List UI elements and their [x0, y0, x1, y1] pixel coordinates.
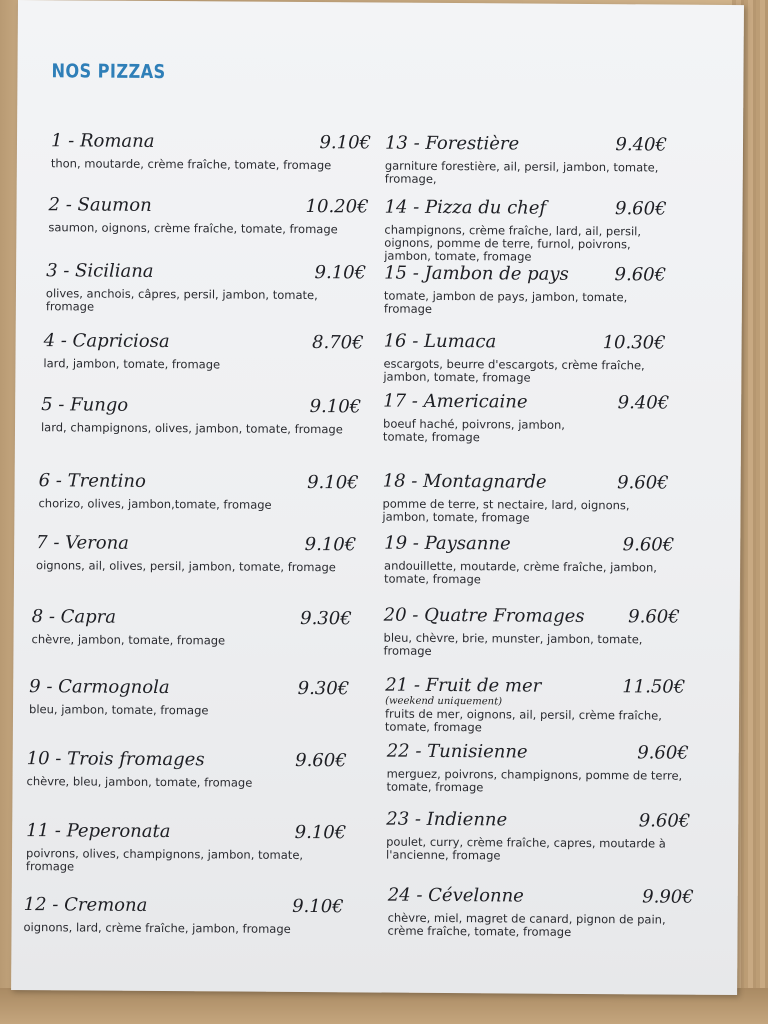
pizza-item-14 — [384, 197, 666, 265]
pizza-price: 9.30€ — [300, 607, 352, 630]
pizza-item-7 — [36, 532, 356, 574]
pizza-price: 9.60€ — [622, 534, 675, 556]
pizza-name: 10 - Trois fromages — [26, 748, 205, 771]
pizza-name: 16 - Lumaca — [383, 330, 497, 353]
pizza-ingredients: chèvre, jambon, tomate, fromage — [31, 632, 226, 648]
pizza-ingredients: chorizo, olives, jambon,tomate, fromage — [38, 496, 272, 512]
pizza-price: 11.50€ — [622, 676, 686, 698]
pizza-price: 9.90€ — [642, 886, 694, 908]
pizza-item-17 — [383, 391, 669, 446]
pizza-name: 24 - Cévelonne — [387, 884, 524, 907]
pizza-price: 8.70€ — [312, 332, 364, 354]
pizza-ingredients: champignons, crème fraîche, lard, ail, persil, oignons, pomme de terre, furnol, poivrons, jambon, tomate, fromage — [384, 222, 642, 264]
pizza-price: 9.60€ — [614, 264, 667, 286]
pizza-ingredients: oignons, ail, olives, persil, jambon, tomate, fromage — [36, 558, 336, 575]
pizza-price: 9.10€ — [319, 132, 372, 154]
pizza-ingredients: bleu, chèvre, brie, munster, jambon, tomate, fromage — [383, 630, 643, 658]
pizza-name: 19 - Paysanne — [384, 532, 511, 555]
pizza-price: 9.10€ — [294, 821, 347, 844]
pizza-ingredients: tomate, jambon de pays, jambon, tomate, fromage — [383, 288, 628, 316]
pizza-price: 9.60€ — [637, 742, 689, 764]
pizza-item-24 — [387, 885, 693, 940]
pizza-price: 9.10€ — [304, 534, 357, 556]
pizza-price: 9.60€ — [628, 606, 680, 628]
pizza-item-4 — [43, 330, 363, 372]
pizza-ingredients: boeuf haché, poivrons, jambon, tomate, fromage — [382, 416, 566, 445]
pizza-ingredients: olives, anchois, câpres, persil, jambon, tomate, fromage — [45, 286, 318, 314]
pizza-availability-note: (weekend uniquement) — [385, 695, 503, 708]
pizza-name: 13 - Forestière — [384, 132, 520, 155]
pizza-price: 9.60€ — [617, 472, 669, 494]
pizza-ingredients: escargots, beurre d'escargots, crème fraîche, jambon, tomate, fromage — [383, 356, 645, 385]
pizza-name: 4 - Capriciosa — [43, 330, 170, 353]
pizza-ingredients: merguez, poivrons, champignons, pomme de terre, tomate, fromage — [386, 766, 683, 795]
pizza-name: 14 - Pizza du chef — [384, 196, 547, 219]
pizza-ingredients: bleu, jambon, tomate, fromage — [29, 702, 209, 718]
pizza-ingredients: garniture forestière, ail, persil, jambon, tomate, fromage, — [384, 158, 659, 186]
pizza-ingredients: saumon, oignons, crème fraîche, tomate, fromage — [48, 220, 338, 237]
pizza-name: 9 - Carmognola — [29, 676, 170, 699]
pizza-name: 3 - Siciliana — [46, 260, 154, 282]
pizza-item-9 — [29, 676, 349, 718]
pizza-ingredients: chèvre, miel, magret de canard, pignon de pain, crème fraîche, tomate, fromage — [387, 910, 666, 939]
pizza-price: 9.30€ — [297, 677, 350, 700]
pizza-item-6 — [38, 470, 358, 512]
pizza-item-3 — [46, 260, 366, 315]
pizza-item-2 — [48, 194, 368, 236]
pizza-item-12 — [23, 894, 343, 936]
pizza-ingredients: andouillette, moutarde, crème fraîche, jambon, tomate, fromage — [383, 558, 657, 587]
pizza-price: 9.40€ — [615, 134, 668, 156]
pizza-item-15 — [384, 263, 666, 318]
pizza-name: 2 - Saumon — [48, 194, 152, 216]
pizza-ingredients: thon, moutarde, crème fraîche, tomate, fromage — [50, 156, 332, 173]
pizza-name: 8 - Capra — [31, 606, 117, 628]
pizza-price: 9.60€ — [638, 810, 691, 832]
pizza-item-8 — [31, 606, 351, 648]
pizza-item-13 — [385, 133, 667, 188]
pizza-price: 9.40€ — [617, 392, 670, 414]
pizza-item-20 — [383, 605, 679, 660]
pizza-item-5 — [41, 394, 361, 436]
pizza-price: 9.10€ — [292, 895, 344, 918]
menu-title: NOS PIZZAS — [51, 60, 166, 84]
pizza-item-11 — [26, 820, 346, 875]
pizza-price: 9.10€ — [309, 396, 362, 418]
pizza-ingredients: poivrons, olives, champignons, jambon, tomate, fromage — [25, 846, 304, 874]
pizza-price: 9.10€ — [307, 472, 359, 494]
pizza-name: 7 - Verona — [36, 532, 130, 554]
pizza-item-21 — [385, 675, 685, 736]
pizza-name: 21 - Fruit de mer — [385, 674, 542, 697]
pizza-price: 9.10€ — [314, 262, 367, 284]
pizza-name: 23 - Indienne — [386, 808, 508, 831]
pizza-name: 5 - Fungo — [41, 394, 129, 416]
pizza-ingredients: pomme de terre, st nectaire, lard, oignons, jambon, tomate, fromage — [382, 496, 630, 525]
pizza-item-18 — [382, 471, 668, 526]
pizza-ingredients: oignons, lard, crème fraîche, jambon, fromage — [23, 920, 291, 936]
pizza-name: 17 - Americaine — [383, 390, 528, 413]
pizza-price: 9.60€ — [295, 749, 347, 772]
pizza-name: 11 - Peperonata — [26, 820, 171, 843]
pizza-item-22 — [386, 741, 688, 796]
pizza-ingredients: chèvre, bleu, jambon, tomate, fromage — [26, 774, 253, 790]
pizza-name: 6 - Trentino — [38, 470, 146, 492]
pizza-name: 12 - Cremona — [23, 894, 148, 916]
pizza-name: 22 - Tunisienne — [386, 740, 528, 763]
pizza-item-1 — [51, 130, 371, 172]
pizza-item-19 — [384, 533, 674, 588]
pizza-ingredients: poulet, curry, crème fraîche, capres, moutarde à l'ancienne, fromage — [385, 834, 666, 863]
pizza-item-23 — [386, 809, 690, 864]
pizza-name: 1 - Romana — [50, 130, 155, 152]
pizza-price: 9.60€ — [614, 198, 667, 220]
pizza-price: 10.20€ — [305, 196, 369, 218]
pizza-item-10 — [26, 748, 346, 790]
pizza-name: 20 - Quatre Fromages — [383, 604, 585, 627]
pizza-name: 18 - Montagnarde — [382, 470, 547, 493]
pizza-name: 15 - Jambon de pays — [384, 262, 569, 285]
pizza-ingredients: fruits de mer, oignons, ail, persil, crème fraîche, tomate, fromage — [384, 706, 662, 735]
menu-sheet — [11, 0, 744, 995]
pizza-item-16 — [383, 331, 665, 386]
pizza-price: 10.30€ — [602, 332, 666, 354]
pizza-ingredients: lard, champignons, olives, jambon, tomate, fromage — [40, 420, 343, 437]
pizza-ingredients: lard, jambon, tomate, fromage — [43, 356, 221, 372]
